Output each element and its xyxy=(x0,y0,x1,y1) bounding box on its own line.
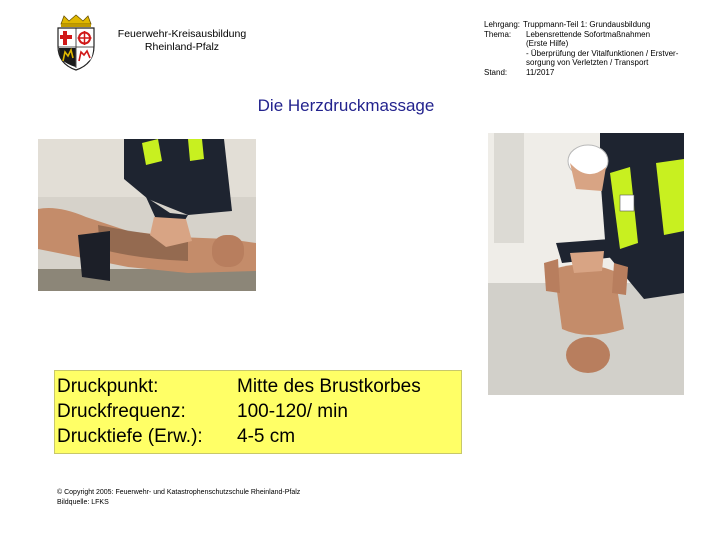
status-label: Stand: xyxy=(484,67,508,77)
topic-line: sorgung von Verletzten / Transport xyxy=(526,58,649,68)
rheinland-pfalz-crest-icon xyxy=(52,14,100,72)
slide-title: Die Herzdruckmassage xyxy=(257,96,435,115)
footer xyxy=(57,488,300,508)
parameter-row xyxy=(57,424,461,449)
topic-value xyxy=(526,30,716,68)
copyright-text: © Copyright 2005: Feuerwehr- und Katastrophenschutzschule Rheinland-Pfalz xyxy=(57,489,301,496)
topic-line: (Erste Hilfe) xyxy=(526,39,569,49)
parameter-label: Drucktiefe (Erw.): xyxy=(57,426,203,447)
parameter-value: 4-5 cm xyxy=(237,426,296,447)
course-value: Truppmann-Teil 1: Grundausbildung xyxy=(523,20,651,29)
compression-parameters-box xyxy=(54,370,462,454)
topic-row xyxy=(484,30,716,68)
parameter-row xyxy=(57,399,461,424)
organization-name xyxy=(104,28,260,54)
course-meta xyxy=(484,20,716,78)
status-row xyxy=(484,68,716,78)
parameter-row xyxy=(57,374,461,399)
parameter-label: Druckfrequenz: xyxy=(57,401,186,422)
topic-line: - Überprüfung der Vitalfunktionen / Erstver- xyxy=(526,48,679,58)
topic-label: Thema: xyxy=(484,29,512,39)
topic-line: Lebensrettende Sofortmaßnahmen xyxy=(526,29,651,39)
cpr-photo-side-view xyxy=(38,139,256,291)
org-line-2: Rheinland-Pfalz xyxy=(144,41,220,53)
parameter-value: 100-120/ min xyxy=(237,401,348,422)
image-source-text: Bildquelle: LFKS xyxy=(57,499,109,506)
status-value: 11/2017 xyxy=(526,67,555,77)
parameter-label: Druckpunkt: xyxy=(57,376,159,397)
org-line-1: Feuerwehr-Kreisausbildung xyxy=(117,28,247,40)
course-label: Lehrgang: xyxy=(484,20,521,29)
course-row xyxy=(484,20,716,30)
cpr-photo-top-view xyxy=(488,133,684,395)
parameter-value: Mitte des Brustkorbes xyxy=(237,376,421,397)
